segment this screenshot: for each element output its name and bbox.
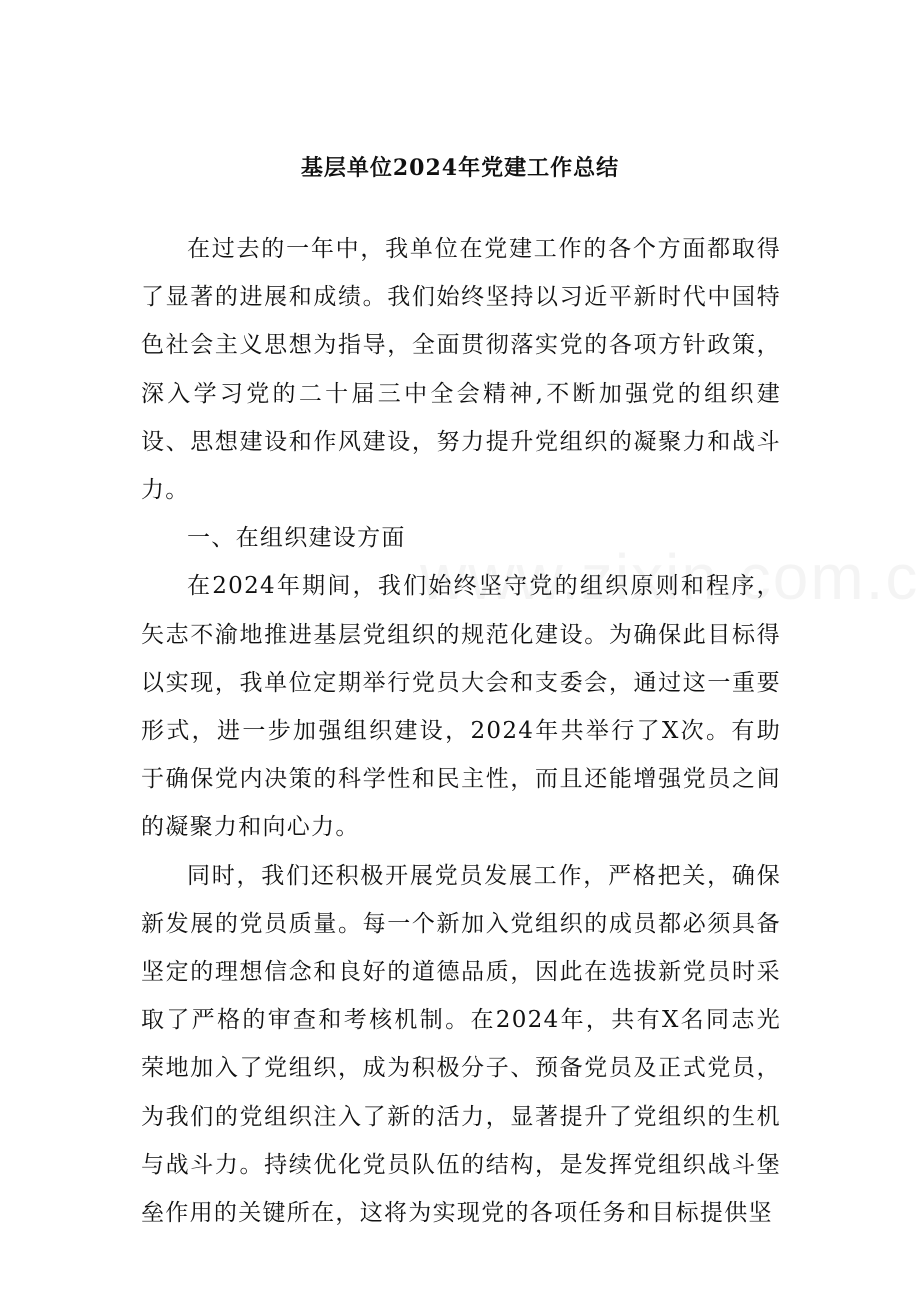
document-title: 基层单位2024年党建工作总结 — [300, 155, 620, 181]
body-paragraph: 同时，我们还积极开展党员发展工作，严格把关，确保新发展的党员质量。每一个新加入党组织的成员都必须具备坚定的理想信念和良好的道德品质，因此在选拔新党员时采取了严格的审查和考核机制。在2024年，共有X名同志光荣地加入了党组织，成为积极分子、预备党员及正式党员，为我们的党组织注入了新的活力，显著提升了党组织的生机与战斗力。持续优化党员队伍的结构，是发挥党组织战斗堡垒作用的关键所在，这将为实现党的各项任务和目标提供坚 — [141, 862, 781, 1227]
section-heading: 一、在组织建设方面 — [187, 525, 406, 552]
intro-paragraph: 在过去的一年中，我单位在党建工作的各个方面都取得了显著的进展和成绩。我们始终坚持以习近平新时代中国特色社会主义思想为指导，全面贯彻落实党的各项方针政策，深入学习党的二十届三中全会精神,不断加强党的组织建设、思想建设和作风建设，努力提升党组织的凝聚力和战斗力。 — [141, 236, 781, 504]
document-body — [141, 225, 781, 1237]
body-paragraph: 在2024年期间，我们始终坚守党的组织原则和程序，矢志不渝地推进基层党组织的规范化建设。为确保此目标得以实现，我单位定期举行党员大会和支委会，通过这一重要形式，进一步加强组织建设，2024年共举行了X次。有助于确保党内决策的科学性和民主性，而且还能增强党员之间的凝聚力和向心力。 — [141, 573, 781, 841]
